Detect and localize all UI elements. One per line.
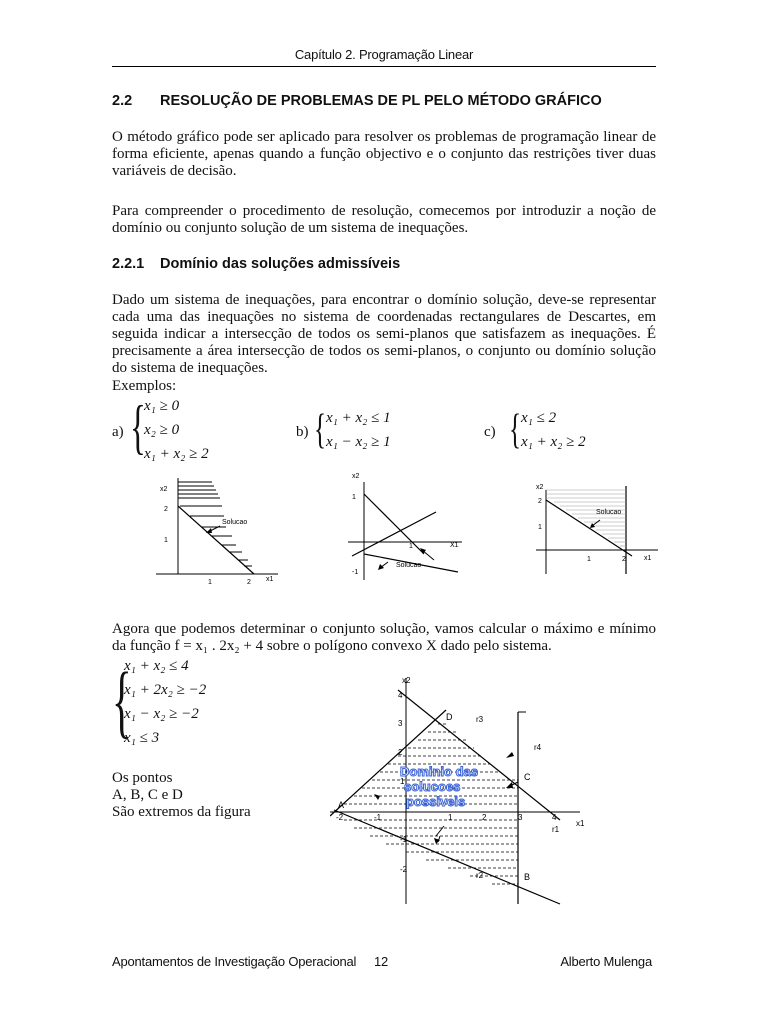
- x-tick: 3: [518, 813, 523, 822]
- inequality: x₁ + x₂ ≤ 4: [124, 658, 189, 674]
- x-axis-label: x1: [266, 576, 274, 583]
- inequality: x₁ − x₂ ≥ −2: [124, 706, 199, 722]
- region-label: Solucao: [596, 509, 622, 516]
- paragraph-objective: [112, 621, 656, 655]
- y-tick: 1: [164, 537, 168, 544]
- arrow-head: [206, 528, 212, 533]
- graph-c: [530, 476, 660, 578]
- constraint-system: { x₁ + x₂ ≤ 4 x₁ + 2x₂ ≥ −2 x₁ − x₂ ≥ −2 x₁ ≤ 3: [112, 655, 207, 746]
- example-c-label: c): [484, 424, 496, 440]
- subsection-number: 2.2.1: [112, 256, 145, 272]
- region-label: [400, 764, 478, 809]
- x-tick: -2: [336, 813, 344, 822]
- inequality: x₁ ≤ 3: [124, 730, 160, 746]
- x-tick: 4: [552, 813, 557, 822]
- graph-a: [150, 470, 280, 588]
- text-line: Os pontos: [112, 770, 173, 786]
- inequality: x₁ + x₂ ≥ 2: [144, 446, 209, 462]
- line-label-r2: r2: [476, 871, 484, 880]
- y-axis-label: x2: [536, 484, 544, 491]
- point-label-b: B: [524, 872, 531, 882]
- x-tick: -1: [374, 813, 382, 822]
- line-label-r1: r1: [552, 825, 560, 834]
- region-label: Solucao: [222, 519, 248, 526]
- line-label-r4: r4: [534, 743, 542, 752]
- text-line: seguida indicar a intersecção de todos os semi-planos que satisfazem as inequações. É: [112, 326, 656, 342]
- y-tick: 3: [398, 719, 403, 728]
- region-label-line: possiveis: [406, 794, 466, 809]
- point-label-a: A: [338, 800, 345, 810]
- page-number: 12: [374, 954, 389, 969]
- x-tick: 1: [587, 556, 591, 563]
- paragraph-domain: [112, 292, 656, 377]
- subsection-title: Domínio das soluções admissíveis: [160, 256, 401, 272]
- text-line: domínio ou conjunto solução de um sistema de inequações.: [112, 220, 469, 236]
- text-line: A, B, C e D: [112, 787, 183, 803]
- example-b-label: b): [296, 424, 309, 440]
- y-tick: 2: [164, 506, 168, 513]
- region-label-line: solucoes: [404, 779, 461, 794]
- x-tick: 2: [482, 813, 487, 822]
- text-line: precisamente a área intersecção de todos os semi-planos, o conjunto ou domínio solução: [112, 343, 656, 359]
- y-tick: 1: [538, 524, 542, 531]
- header-rule: [112, 66, 656, 67]
- point-label-c: C: [524, 772, 531, 782]
- inequality: x₁ ≥ 0: [144, 398, 180, 414]
- example-a-system: { x₁ ≥ 0 x₂ ≥ 0 x₁ + x₂ ≥ 2: [130, 394, 209, 462]
- inequality: x₁ + 2x₂ ≥ −2: [124, 682, 207, 698]
- y-tick: -1: [400, 835, 408, 844]
- inequality: x₂ ≥ 0: [144, 422, 180, 438]
- footer-author: Alberto Mulenga: [560, 954, 652, 969]
- region-label-line: Dominio das: [400, 764, 479, 779]
- line-label-r3: r3: [476, 715, 484, 724]
- x-axis-label: x1: [644, 555, 652, 562]
- y-axis-label: x2: [160, 486, 168, 493]
- x-tick: 1: [208, 579, 212, 586]
- arrow-head: [378, 564, 384, 570]
- y-tick: 2: [398, 748, 403, 757]
- y-tick: -2: [400, 865, 408, 874]
- point-label-d: D: [446, 712, 453, 722]
- example-a-label: a): [112, 424, 124, 440]
- arrow-head: [506, 782, 513, 788]
- y-axis-label: x2: [352, 473, 360, 480]
- x-axis-label: x1: [576, 819, 585, 828]
- text-line: variáveis de decisão.: [112, 163, 237, 179]
- text-line: da função f = x₁ . 2x₂ + 4 sobre o polígono convexo X dado pelo sistema.: [112, 638, 552, 654]
- x-axis-label: X1: [450, 542, 459, 549]
- inequality: x₁ + x₂ ≥ 2: [521, 434, 586, 450]
- arrow-head: [374, 794, 380, 800]
- x-tick: 2: [247, 579, 251, 586]
- y-tick: 1: [352, 494, 356, 501]
- text-line: O método gráfico pode ser aplicado para resolver os problemas de programação linear de: [112, 129, 656, 145]
- inequality: x₁ − x₂ ≥ 1: [326, 434, 391, 450]
- line-r2: [334, 810, 560, 904]
- text-line: cada uma das inequações no sistema de coordenadas rectangulares de Descartes, em: [112, 309, 656, 325]
- feasible-region-graph: [330, 672, 594, 912]
- text-line: Dado um sistema de inequações, para encontrar o domínio solução, deve-se representar: [112, 292, 656, 308]
- footer-title: Apontamentos de Investigação Operacional: [112, 954, 357, 969]
- arrow-line: [436, 826, 444, 836]
- y-tick: 1: [400, 777, 405, 786]
- x-tick: 1: [448, 813, 453, 822]
- text-line: Para compreender o procedimento de resolução, comecemos por introduzir a noção de: [112, 203, 656, 219]
- section-number: 2.2: [112, 93, 133, 109]
- region-label: Solucao: [396, 562, 422, 569]
- y-tick: 4: [398, 691, 403, 700]
- y-tick: 2: [538, 498, 542, 505]
- hatch-lines: [546, 490, 626, 546]
- inequality: x₁ ≤ 2: [521, 410, 557, 426]
- example-b-system: { x₁ + x₂ ≤ 1 x₁ − x₂ ≥ 1: [314, 407, 391, 453]
- paragraph-intro: [112, 129, 656, 180]
- text-line: forma eficiente, apenas quando a função objectivo e o conjunto das restrições tiver duas: [112, 146, 656, 162]
- text-line: Agora que podemos determinar o conjunto solução, vamos calcular o máximo e mínimo: [112, 621, 656, 637]
- paragraph-procedure: [112, 203, 656, 237]
- examples-label: Exemplos:: [112, 378, 177, 394]
- y-axis-label: x2: [402, 676, 411, 685]
- points-text: [112, 770, 251, 821]
- example-c-system: { x₁ ≤ 2 x₁ + x₂ ≥ 2: [509, 407, 586, 453]
- x-tick: 2: [622, 556, 626, 563]
- x-tick: 1: [409, 543, 413, 550]
- arrow-head: [506, 752, 514, 758]
- graph-b: [340, 468, 470, 586]
- text-line: do sistema de inequações.: [112, 360, 268, 376]
- section-title: RESOLUÇÃO DE PROBLEMAS DE PL PELO MÉTODO GRÁFICO: [160, 93, 602, 109]
- y-tick: -1: [352, 569, 359, 576]
- running-header: Capítulo 2. Programação Linear: [294, 47, 474, 62]
- inequality: x₁ + x₂ ≤ 1: [326, 410, 391, 426]
- text-line: São extremos da figura: [112, 804, 251, 820]
